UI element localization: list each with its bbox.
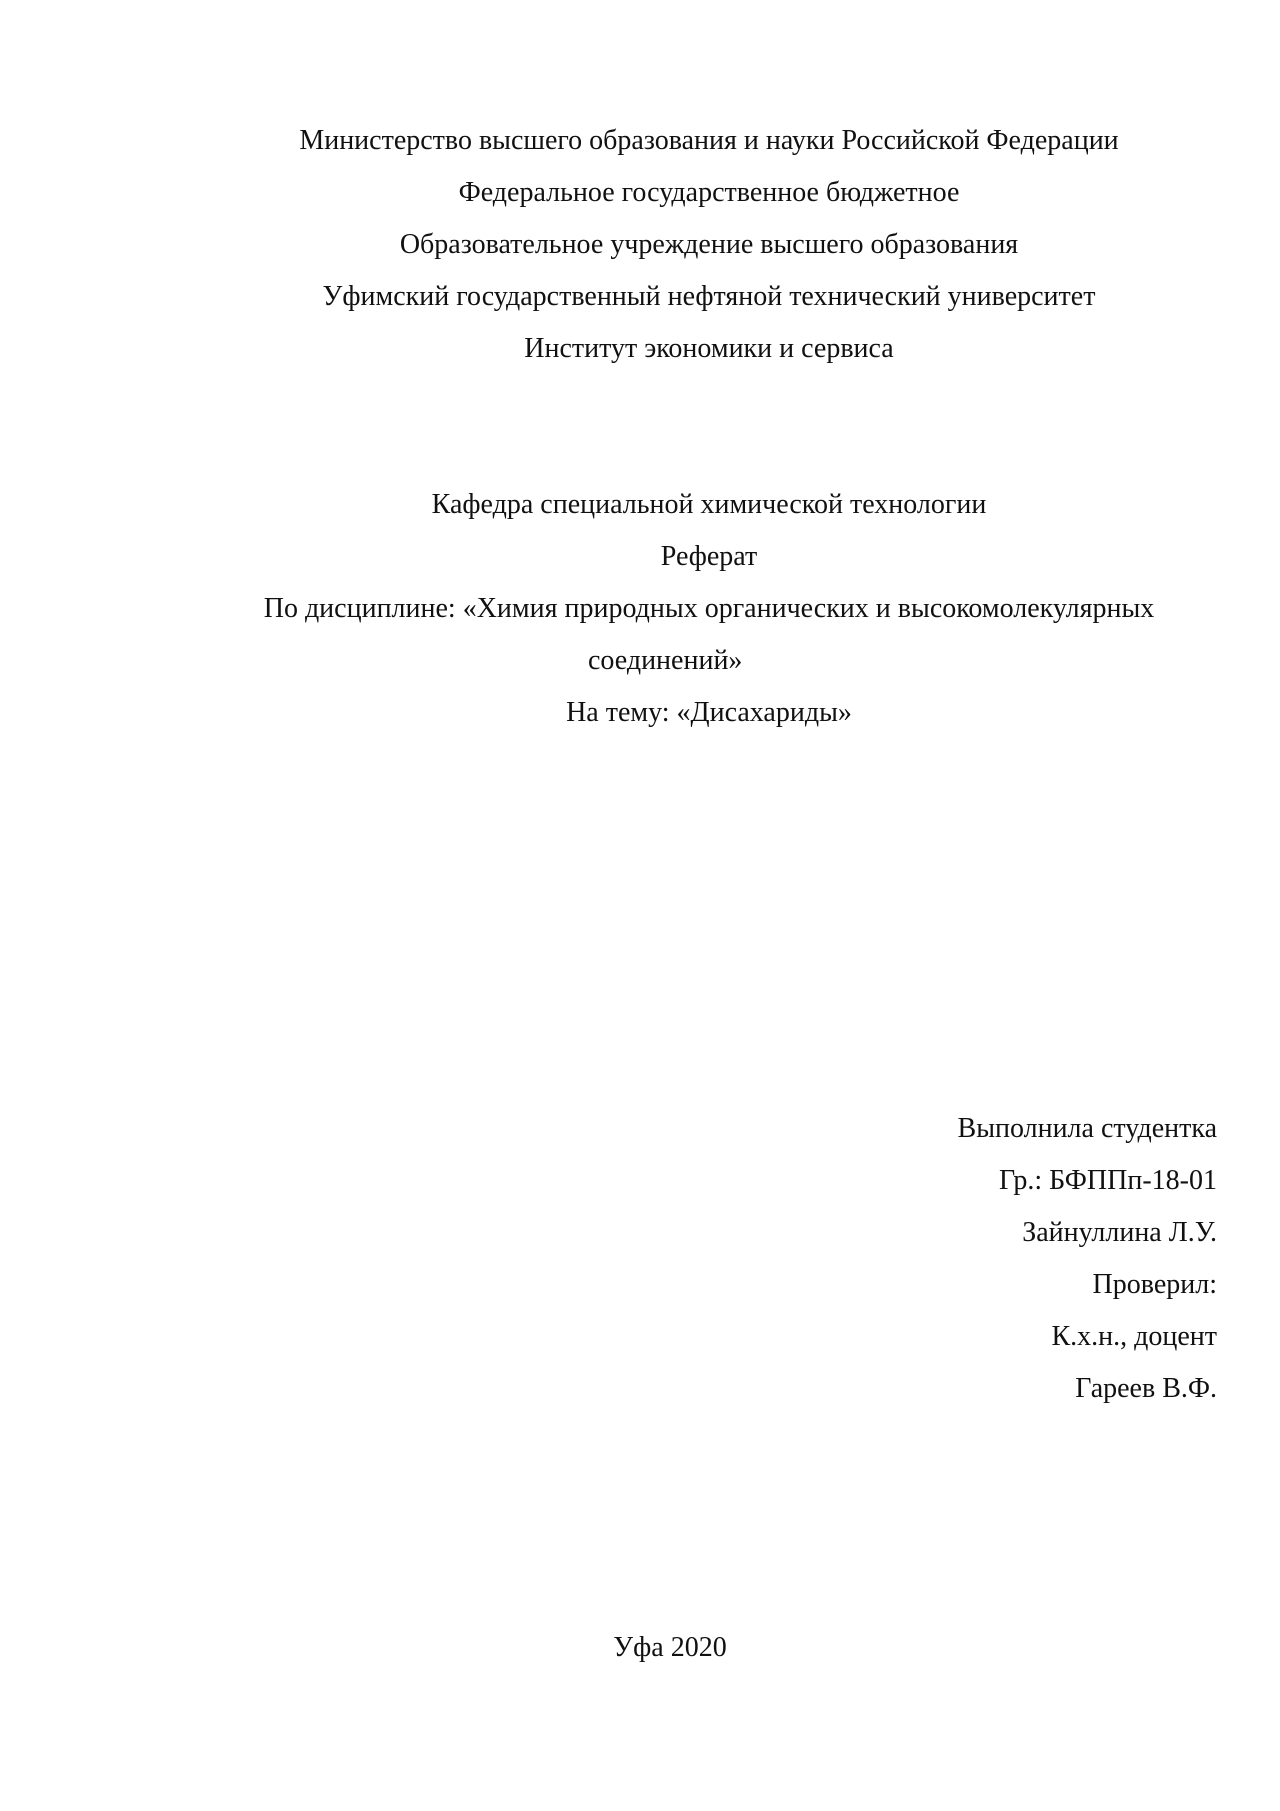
ministry-line: Министерство высшего образования и науки Российской Федерации — [299, 125, 1119, 156]
federal-line: Федеральное государственное бюджетное — [458, 177, 960, 208]
discipline-line-1: По дисциплине: «Химия природных органических и высокомолекулярных — [263, 593, 1155, 624]
city-year: Уфа 2020 — [613, 1632, 727, 1663]
performed-by-label: Выполнила студентка — [957, 1113, 1217, 1144]
work-type: Реферат — [660, 541, 758, 572]
supervisor-position: К.х.н., доцент — [1051, 1321, 1217, 1352]
department-line: Кафедра специальной химической технологии — [431, 489, 987, 520]
institute-line: Институт экономики и сервиса — [524, 333, 894, 364]
institution-line: Образовательное учреждение высшего образования — [399, 229, 1019, 260]
discipline-line-2: соединений» — [588, 645, 743, 676]
supervisor-name: Гареев В.Ф. — [1075, 1373, 1217, 1404]
topic-line: На тему: «Дисахариды» — [566, 697, 852, 728]
university-line: Уфимский государственный нефтяной технический университет — [322, 281, 1096, 312]
checked-by-label: Проверил: — [1092, 1269, 1217, 1300]
group-line: Гр.: БФППп-18-01 — [998, 1165, 1217, 1196]
student-name: Зайнуллина Л.У. — [1022, 1217, 1217, 1248]
